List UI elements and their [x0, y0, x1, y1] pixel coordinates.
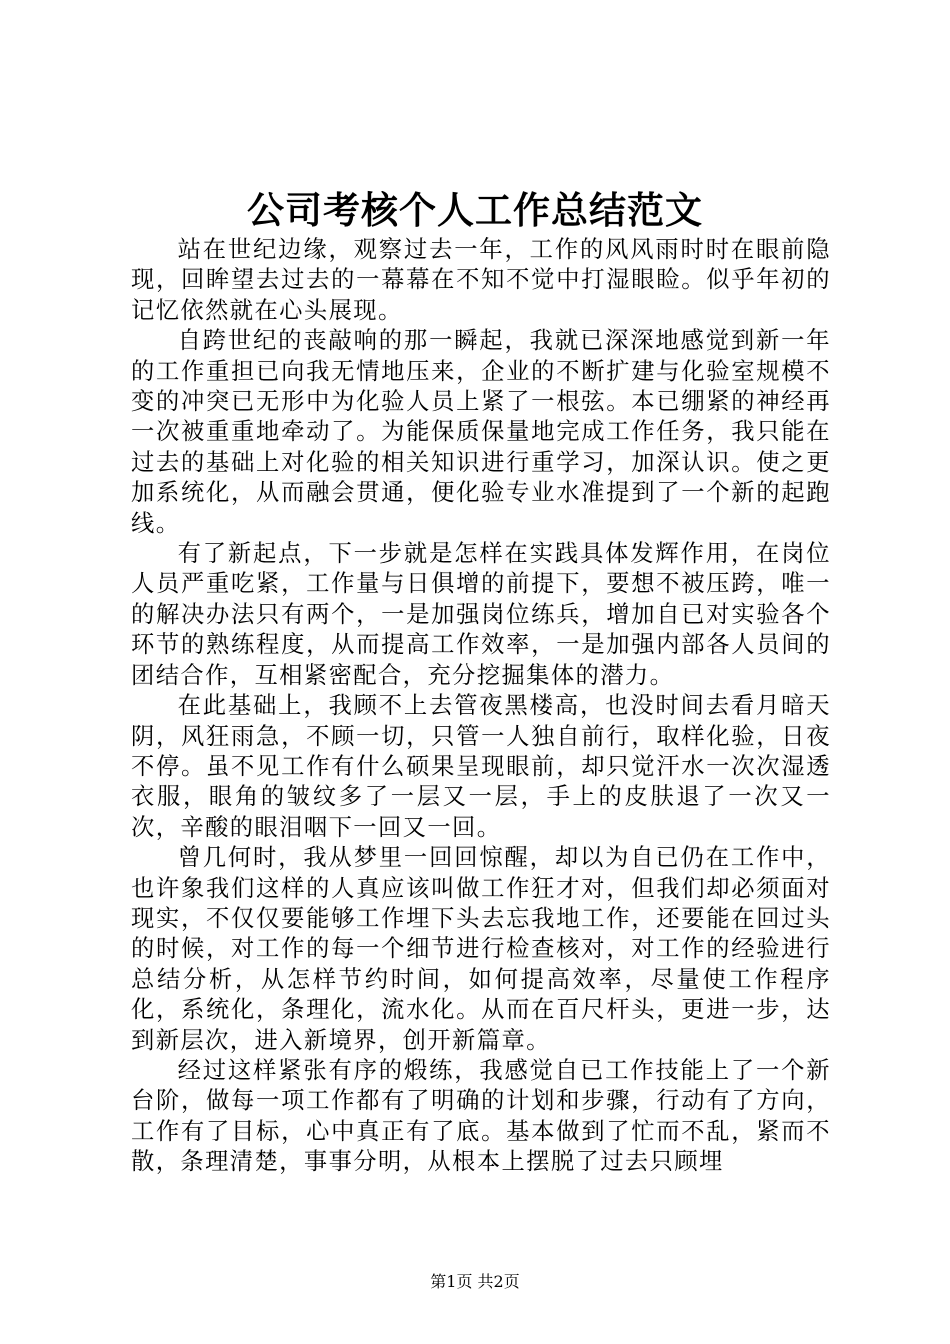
document-body	[131, 235, 831, 1178]
page-number: 第1页 共2页	[430, 1272, 520, 1291]
paragraph: 有了新起点，下一步就是怎样在实践具体发辉作用，在岗位人员严重吃紧，工作量与日俱增的前提下，要想不被压跨，唯一的解决办法只有两个，一是加强岗位练兵，增加自已对实验各个环节的熟练程度，从而提高工作效率，一是加强内部各人员间的团结合作，互相紧密配合，充分挖掘集体的潜力。	[131, 540, 831, 689]
document-title: 公司考核个人工作总结范文	[247, 188, 703, 232]
paragraph: 经过这样紧张有序的煅练，我感觉自已工作技能上了一个新台阶，做每一项工作都有了明确的计划和步骤，行动有了方向，工作有了目标，心中真正有了底。基本做到了忙而不乱，紧而不散，条理清楚，事事分明，从根本上摆脱了过去只顾埋	[131, 1056, 831, 1176]
paragraph: 曾几何时，我从梦里一回回惊醒，却以为自已仍在工作中，也许象我们这样的人真应该叫做工作狂才对，但我们却必须面对现实，不仅仅要能够工作埋下头去忘我地工作，还要能在回过头的时候，对工作的每一个细节进行检查核对，对工作的经验进行总结分析，从怎样节约时间，如何提高效率，尽量使工作程序化，系统化，条理化，流水化。从而在百尺杆头，更进一步，达到新层次，进入新境界，创开新篇章。	[131, 844, 831, 1054]
paragraph: 站在世纪边缘，观察过去一年，工作的风风雨时时在眼前隐现，回眸望去过去的一幕幕在不知不觉中打湿眼睑。似乎年初的记忆依然就在心头展现。	[131, 236, 831, 324]
page-footer	[0, 1270, 950, 1294]
paragraph: 自跨世纪的丧敲响的那一瞬起，我就已深深地感觉到新一年的工作重担已向我无情地压来，企业的不断扩建与化验室规模不变的冲突已无形中为化验人员上紧了一根弦。本已绷紧的神经再一次被重重地牵动了。为能保质保量地完成工作任务，我只能在过去的基础上对化验的相关知识进行重学习，加深认识。使之更加系统化，从而融会贯通，便化验专业水准提到了一个新的起跑线。	[131, 327, 831, 537]
paragraph: 在此基础上，我顾不上去管夜黑楼高，也没时间去看月暗天阴，风狂雨急，不顾一切，只管一人独自前行，取样化验，日夜不停。虽不见工作有什么硕果呈现眼前，却只觉汗水一次次湿透衣服，眼角的皱纹多了一层又一层，手上的皮肤退了一次又一次，辛酸的眼泪咽下一回又一回。	[131, 692, 831, 841]
